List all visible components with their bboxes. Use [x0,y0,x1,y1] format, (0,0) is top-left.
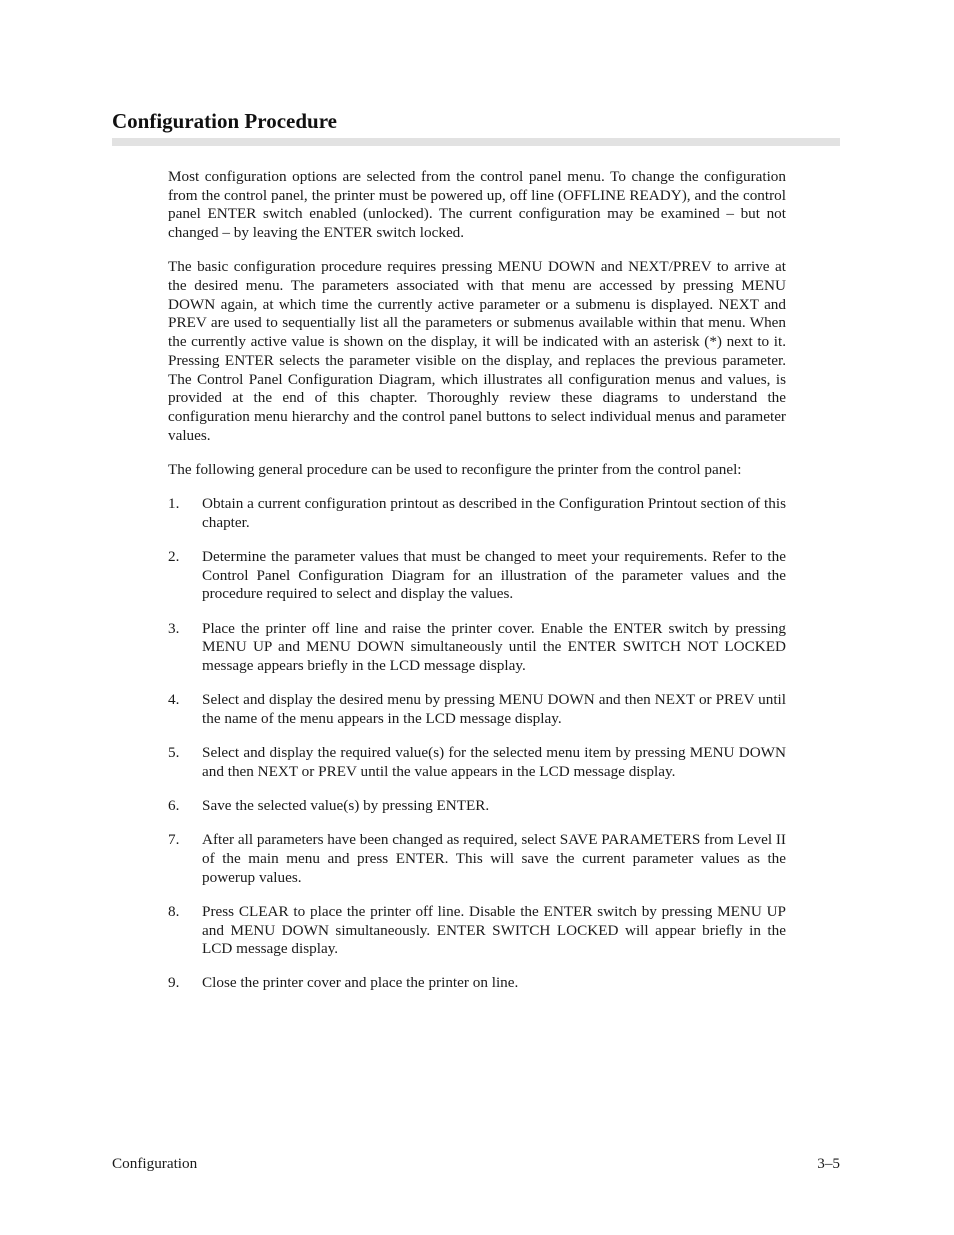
step-number: 1. [168,495,180,513]
step-list [168,495,786,993]
step-number: 2. [168,547,180,565]
step-text: Close the printer cover and place the printer on line. [202,974,519,992]
page-body [168,168,786,1009]
list-item [168,831,786,887]
step-text: Press CLEAR to place the printer off line. Disable the ENTER switch by pressing MENU UP and MENU DOWN simultaneously. ENTER SWITCH LOCKED will appear briefly in the LCD message display. [202,902,786,958]
footer-chapter: Configuration [112,1155,198,1172]
step-number: 9. [168,974,180,992]
section-title: Configuration Procedure [112,109,337,133]
step-number: 4. [168,691,180,709]
step-text: Place the printer off line and raise the printer cover. Enable the ENTER switch by pressing MENU UP and MENU DOWN simultaneously until the ENTER SWITCH NOT LOCKED message appears briefly in the LCD message display. [202,619,786,674]
list-item [168,495,786,532]
step-text: Select and display the desired menu by pressing MENU DOWN and then NEXT or PREV until the name of the menu appears in the LCD message display. [202,691,786,727]
step-text: Determine the parameter values that must be changed to meet your requirements. Refer to the Control Panel Configuration Diagram for an illustration of the parameter values and the procedure required to select and display the values. [202,547,786,603]
paragraph-intro: Most configuration options are selected from the control panel menu. To change the configuration from the control panel, the printer must be powered up, off line (OFFLINE READY), and the control panel ENTER switch enabled (unlocked). The current configuration may be examined – but not changed – by leaving the ENTER switch locked. [168,168,786,242]
step-text: Save the selected value(s) by pressing ENTER. [202,796,490,814]
list-item [168,691,786,728]
list-item [168,903,786,959]
title-rule [112,138,840,146]
list-item [168,744,786,781]
step-number: 6. [168,796,180,814]
paragraph-procedure: The basic configuration procedure requires pressing MENU DOWN and NEXT/PREV to arrive at the desired menu. The parameters associated with that menu are accessed by pressing MENU DOWN again, at which time the currently active parameter or a submenu is displayed. NEXT and PREV are used to sequentially list all the parameters or submenus available within that menu. When the currently active value is shown on the display, it will be indicated with an asterisk (*) next to it. Pressing ENTER selects the parameter visible on the display, and replaces the previous parameter. The Control Panel Configuration Diagram, which illustrates all configuration menus and values, is provided at the end of this chapter. Thoroughly review these diagrams to understand the configuration menu hierarchy and the control panel buttons to select individual menus and parameter values. [168,258,786,444]
step-text: Obtain a current configuration printout as described in the Configuration Printout section of this chapter. [202,495,786,531]
step-number: 7. [168,831,180,849]
list-item [168,797,786,816]
list-item [168,548,786,604]
paragraph-general: The following general procedure can be used to reconfigure the printer from the control panel: [168,460,742,478]
step-number: 3. [168,619,180,637]
list-item [168,974,786,993]
list-item [168,620,786,676]
footer-page-number: 3–5 [817,1155,840,1172]
step-number: 8. [168,902,180,920]
step-text: Select and display the required value(s) for the selected menu item by pressing MENU DOWN and then NEXT or PREV until the value appears in the LCD message display. [202,744,786,780]
step-text: After all parameters have been changed as required, select SAVE PARAMETERS from Level II of the main menu and press ENTER. This will save the current parameter values as the powerup values. [202,831,786,886]
step-number: 5. [168,744,180,762]
